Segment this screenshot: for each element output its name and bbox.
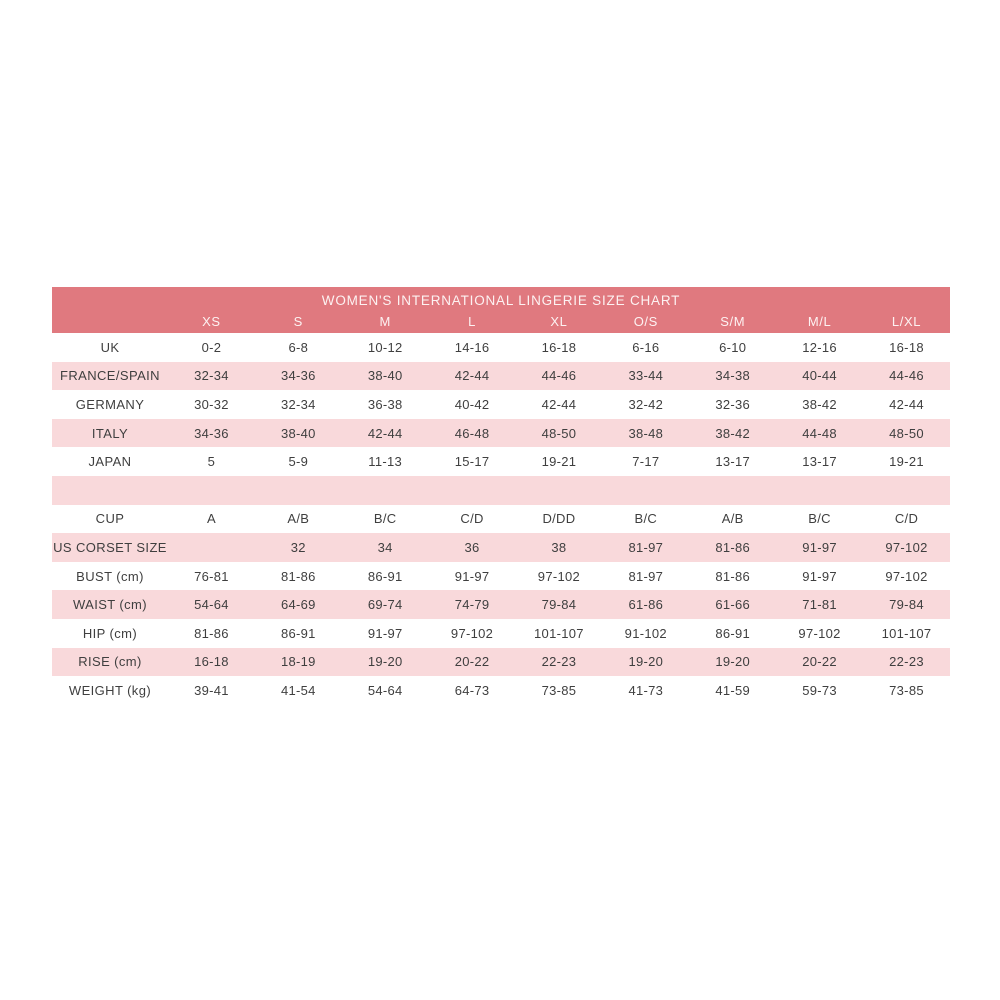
cell-germany-o-s: 32-42 — [602, 390, 689, 419]
cell-cup-m: B/C — [342, 505, 429, 534]
cell-japan-s-m: 13-17 — [689, 447, 776, 476]
column-header-row — [52, 310, 950, 333]
cell-uk-m: 10-12 — [342, 333, 429, 362]
cell-rise-cm-o-s: 19-20 — [602, 648, 689, 677]
cell-italy-s: 38-40 — [255, 419, 342, 448]
cell-bust-cm-o-s: 81-97 — [602, 562, 689, 591]
row-label-uk: UK — [52, 333, 168, 362]
cell-us-corset-size-l-xl: 97-102 — [863, 533, 950, 562]
row-label-waist-cm: WAIST (cm) — [52, 590, 168, 619]
cell-weight-kg-xs: 39-41 — [168, 676, 255, 705]
table-row-us-corset-size — [52, 533, 950, 562]
cell-uk-xl: 16-18 — [516, 333, 603, 362]
table-row-bust-cm — [52, 562, 950, 591]
cell-rise-cm-xl: 22-23 — [516, 648, 603, 677]
cell-waist-cm-m-l: 71-81 — [776, 590, 863, 619]
table-row-weight-kg — [52, 676, 950, 705]
cell-germany-m-l: 38-42 — [776, 390, 863, 419]
cell-france-spain-xl: 44-46 — [516, 362, 603, 391]
table-row-italy — [52, 419, 950, 448]
cell-france-spain-xs: 32-34 — [168, 362, 255, 391]
size-chart-table — [52, 287, 950, 705]
cell-us-corset-size-l: 36 — [429, 533, 516, 562]
cell-hip-cm-m-l: 97-102 — [776, 619, 863, 648]
cell-cup-xs: A — [168, 505, 255, 534]
cell-germany-s: 32-34 — [255, 390, 342, 419]
cell-us-corset-size-m-l: 91-97 — [776, 533, 863, 562]
cell-germany-s-m: 32-36 — [689, 390, 776, 419]
cell-rise-cm-m: 19-20 — [342, 648, 429, 677]
cell-rise-cm-s: 18-19 — [255, 648, 342, 677]
cell-japan-xs: 5 — [168, 447, 255, 476]
cell-weight-kg-m: 54-64 — [342, 676, 429, 705]
cell-weight-kg-s: 41-54 — [255, 676, 342, 705]
cell-germany-m: 36-38 — [342, 390, 429, 419]
size-column-header-xs: XS — [168, 310, 255, 333]
cell-germany-xl: 42-44 — [516, 390, 603, 419]
cell-us-corset-size-xs — [168, 533, 255, 562]
cell-uk-s-m: 6-10 — [689, 333, 776, 362]
table-row-hip-cm — [52, 619, 950, 648]
cell-bust-cm-s-m: 81-86 — [689, 562, 776, 591]
cell-japan-l: 15-17 — [429, 447, 516, 476]
chart-title: WOMEN'S INTERNATIONAL LINGERIE SIZE CHART — [52, 287, 950, 310]
table-body — [52, 333, 950, 705]
row-label-weight-kg: WEIGHT (kg) — [52, 676, 168, 705]
row-label-bust-cm: BUST (cm) — [52, 562, 168, 591]
cell-bust-cm-xs: 76-81 — [168, 562, 255, 591]
table-row-rise-cm — [52, 648, 950, 677]
cell-bust-cm-xl: 97-102 — [516, 562, 603, 591]
cell-waist-cm-m: 69-74 — [342, 590, 429, 619]
cell-japan-l-xl: 19-21 — [863, 447, 950, 476]
size-column-header-m-l: M/L — [776, 310, 863, 333]
size-column-header-m: M — [342, 310, 429, 333]
cell-waist-cm-s: 64-69 — [255, 590, 342, 619]
cell-weight-kg-s-m: 41-59 — [689, 676, 776, 705]
cell-cup-o-s: B/C — [602, 505, 689, 534]
cell-spacer-xs — [168, 476, 255, 505]
cell-france-spain-s: 34-36 — [255, 362, 342, 391]
cell-italy-o-s: 38-48 — [602, 419, 689, 448]
cell-cup-m-l: B/C — [776, 505, 863, 534]
cell-hip-cm-s-m: 86-91 — [689, 619, 776, 648]
table-row-waist-cm — [52, 590, 950, 619]
cell-waist-cm-l-xl: 79-84 — [863, 590, 950, 619]
cell-spacer-l-xl — [863, 476, 950, 505]
size-column-header-xl: XL — [516, 310, 603, 333]
cell-spacer-l — [429, 476, 516, 505]
cell-spacer-xl — [516, 476, 603, 505]
row-label-france-spain: FRANCE/SPAIN — [52, 362, 168, 391]
cell-waist-cm-l: 74-79 — [429, 590, 516, 619]
row-label-germany: GERMANY — [52, 390, 168, 419]
cell-weight-kg-l: 64-73 — [429, 676, 516, 705]
cell-hip-cm-xs: 81-86 — [168, 619, 255, 648]
size-column-header-s-m: S/M — [689, 310, 776, 333]
cell-spacer-m-l — [776, 476, 863, 505]
cell-uk-xs: 0-2 — [168, 333, 255, 362]
title-row — [52, 287, 950, 310]
cell-japan-o-s: 7-17 — [602, 447, 689, 476]
table-row-france-spain — [52, 362, 950, 391]
cell-bust-cm-l-xl: 97-102 — [863, 562, 950, 591]
cell-germany-l-xl: 42-44 — [863, 390, 950, 419]
cell-waist-cm-o-s: 61-86 — [602, 590, 689, 619]
cell-hip-cm-xl: 101-107 — [516, 619, 603, 648]
cell-waist-cm-xs: 54-64 — [168, 590, 255, 619]
cell-bust-cm-l: 91-97 — [429, 562, 516, 591]
cell-us-corset-size-o-s: 81-97 — [602, 533, 689, 562]
cell-japan-m: 11-13 — [342, 447, 429, 476]
cell-germany-l: 40-42 — [429, 390, 516, 419]
cell-uk-l: 14-16 — [429, 333, 516, 362]
cell-cup-xl: D/DD — [516, 505, 603, 534]
row-label-blank — [52, 476, 168, 505]
cell-weight-kg-m-l: 59-73 — [776, 676, 863, 705]
size-column-header-s: S — [255, 310, 342, 333]
row-label-rise-cm: RISE (cm) — [52, 648, 168, 677]
cell-hip-cm-s: 86-91 — [255, 619, 342, 648]
cell-japan-s: 5-9 — [255, 447, 342, 476]
cell-italy-xs: 34-36 — [168, 419, 255, 448]
cell-us-corset-size-s-m: 81-86 — [689, 533, 776, 562]
cell-rise-cm-l: 20-22 — [429, 648, 516, 677]
cell-france-spain-o-s: 33-44 — [602, 362, 689, 391]
cell-weight-kg-o-s: 41-73 — [602, 676, 689, 705]
size-column-header-l: L — [429, 310, 516, 333]
cell-hip-cm-m: 91-97 — [342, 619, 429, 648]
table-row-cup — [52, 505, 950, 534]
spacer-row — [52, 476, 950, 505]
cell-rise-cm-xs: 16-18 — [168, 648, 255, 677]
size-column-header-o-s: O/S — [602, 310, 689, 333]
cell-rise-cm-s-m: 19-20 — [689, 648, 776, 677]
cell-japan-xl: 19-21 — [516, 447, 603, 476]
cell-hip-cm-l-xl: 101-107 — [863, 619, 950, 648]
cell-france-spain-l: 42-44 — [429, 362, 516, 391]
row-label-us-corset-size: US CORSET SIZE — [52, 533, 168, 562]
cell-uk-l-xl: 16-18 — [863, 333, 950, 362]
size-column-header-l-xl: L/XL — [863, 310, 950, 333]
cell-germany-xs: 30-32 — [168, 390, 255, 419]
cell-italy-l-xl: 48-50 — [863, 419, 950, 448]
table-row-germany — [52, 390, 950, 419]
cell-weight-kg-l-xl: 73-85 — [863, 676, 950, 705]
row-label-italy: ITALY — [52, 419, 168, 448]
cell-france-spain-l-xl: 44-46 — [863, 362, 950, 391]
cell-bust-cm-m: 86-91 — [342, 562, 429, 591]
cell-uk-s: 6-8 — [255, 333, 342, 362]
cell-italy-xl: 48-50 — [516, 419, 603, 448]
cell-france-spain-m: 38-40 — [342, 362, 429, 391]
cell-italy-s-m: 38-42 — [689, 419, 776, 448]
cell-uk-m-l: 12-16 — [776, 333, 863, 362]
row-label-hip-cm: HIP (cm) — [52, 619, 168, 648]
cell-spacer-m — [342, 476, 429, 505]
cell-italy-m-l: 44-48 — [776, 419, 863, 448]
cell-rise-cm-l-xl: 22-23 — [863, 648, 950, 677]
cell-weight-kg-xl: 73-85 — [516, 676, 603, 705]
cell-cup-l: C/D — [429, 505, 516, 534]
cell-italy-m: 42-44 — [342, 419, 429, 448]
cell-france-spain-s-m: 34-38 — [689, 362, 776, 391]
cell-bust-cm-s: 81-86 — [255, 562, 342, 591]
cell-cup-s-m: A/B — [689, 505, 776, 534]
cell-spacer-s — [255, 476, 342, 505]
cell-hip-cm-o-s: 91-102 — [602, 619, 689, 648]
cell-us-corset-size-xl: 38 — [516, 533, 603, 562]
cell-france-spain-m-l: 40-44 — [776, 362, 863, 391]
cell-cup-s: A/B — [255, 505, 342, 534]
cell-spacer-s-m — [689, 476, 776, 505]
cell-waist-cm-s-m: 61-66 — [689, 590, 776, 619]
table-row-japan — [52, 447, 950, 476]
cell-italy-l: 46-48 — [429, 419, 516, 448]
cell-japan-m-l: 13-17 — [776, 447, 863, 476]
cell-bust-cm-m-l: 91-97 — [776, 562, 863, 591]
row-label-header — [52, 310, 168, 333]
cell-hip-cm-l: 97-102 — [429, 619, 516, 648]
row-label-cup: CUP — [52, 505, 168, 534]
cell-us-corset-size-s: 32 — [255, 533, 342, 562]
table-row-uk — [52, 333, 950, 362]
cell-cup-l-xl: C/D — [863, 505, 950, 534]
row-label-japan: JAPAN — [52, 447, 168, 476]
cell-spacer-o-s — [602, 476, 689, 505]
cell-waist-cm-xl: 79-84 — [516, 590, 603, 619]
cell-rise-cm-m-l: 20-22 — [776, 648, 863, 677]
cell-uk-o-s: 6-16 — [602, 333, 689, 362]
cell-us-corset-size-m: 34 — [342, 533, 429, 562]
